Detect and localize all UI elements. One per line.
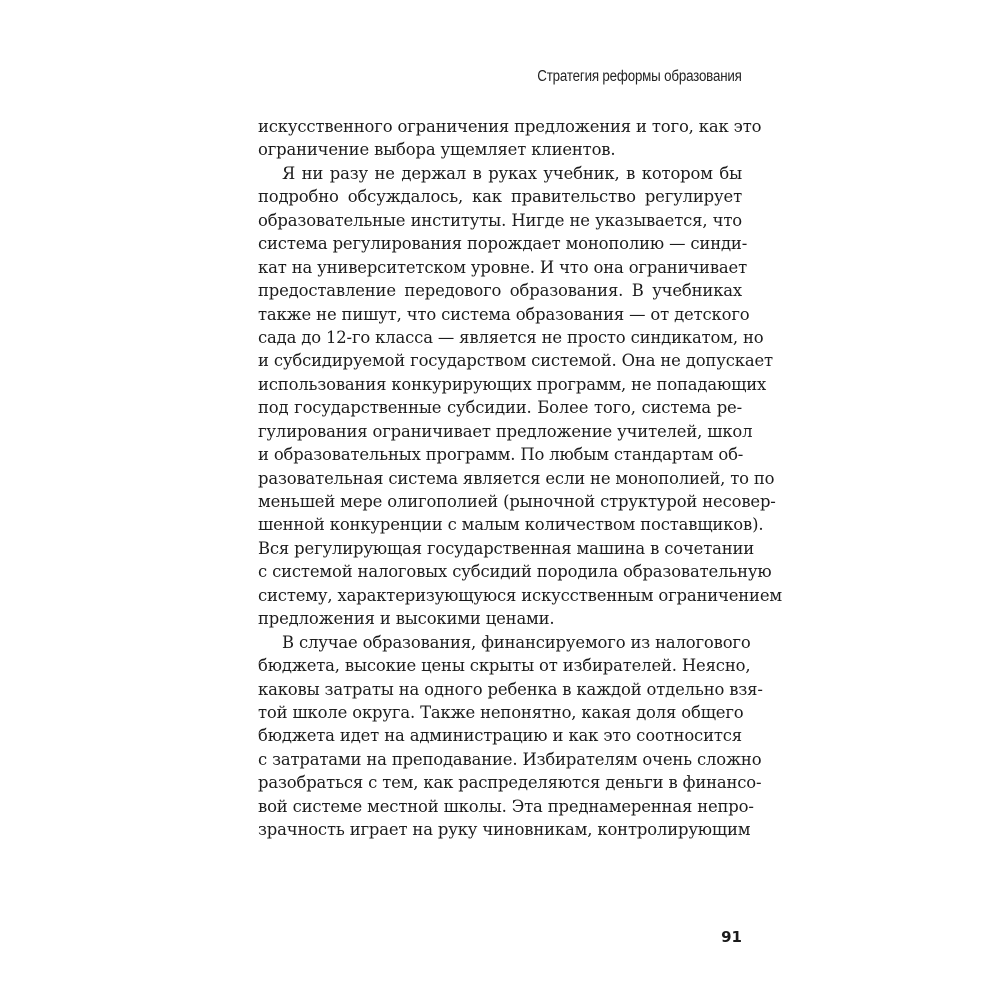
text-line: кат на университетском уровне. И что она ограничивает: [258, 257, 747, 277]
body-text: [258, 115, 782, 842]
text-line: В случае образования, финансируемого из налогового: [282, 632, 751, 652]
text-line: вой системе местной школы. Эта преднамеренная непро-: [258, 796, 754, 816]
text-line: Я ни разу не держал в руках учебник, в котором бы: [282, 163, 742, 183]
text-line: система регулирования порождает монополию — синди-: [258, 234, 748, 254]
text-line: подробно обсуждалось, как правительство регулирует: [258, 187, 742, 207]
text-line: систему, характеризующуюся искусственным ограничением: [258, 585, 782, 605]
text-line: шенной конкуренции с малым количеством поставщиков).: [258, 515, 764, 535]
text-line: бюджета, высокие цены скрыты от избирателей. Неясно,: [258, 656, 751, 676]
text-line: сада до 12-го класса — является не просто синдикатом, но: [258, 327, 764, 347]
text-line: Вся регулирующая государственная машина в сочетании: [258, 538, 755, 558]
text-line: меньшей мере олигополией (рыночной структурой несовер-: [258, 492, 776, 511]
text-line: разобраться с тем, как распределяются деньги в финансо-: [258, 773, 762, 793]
text-line: ограничение выбора ущемляет клиентов.: [258, 140, 616, 160]
text-line: предложения и высокими ценами.: [258, 609, 555, 629]
text-line: с системой налоговых субсидий породила образовательную: [258, 562, 772, 582]
text-line: разовательная система является если не монополией, то по: [258, 468, 775, 488]
page-number: 91: [721, 928, 742, 946]
running-title: Стратегия реформы образования: [537, 68, 742, 85]
text-line: искусственного ограничения предложения и того, как это: [258, 117, 762, 136]
text-line: образовательные институты. Нигде не указывается, что: [258, 210, 742, 230]
text-line: той школе округа. Также непонятно, какая доля общего: [258, 702, 744, 722]
text-line: каковы затраты на одного ребенка в каждой отдельно взя-: [258, 679, 763, 699]
text-line: бюджета идет на администрацию и как это соотносится: [258, 726, 742, 746]
text-line: под государственные субсидии. Более того, система ре-: [258, 398, 742, 418]
text-line: использования конкурирующих программ, не попадающих: [258, 374, 767, 394]
text-line: и субсидируемой государством системой. Она не допускает: [258, 351, 773, 371]
text-line: также не пишут, что система образования — от детского: [258, 304, 750, 324]
text-line: и образовательных программ. По любым стандартам об-: [258, 445, 744, 465]
text-line: зрачность играет на руку чиновникам, контролирующим: [258, 820, 751, 840]
text-line: предоставление передового образования. В учебниках: [258, 281, 742, 301]
text-line: с затратами на преподавание. Избирателям очень сложно: [258, 749, 762, 769]
text-line: гулирования ограничивает предложение учителей, школ: [258, 421, 753, 441]
